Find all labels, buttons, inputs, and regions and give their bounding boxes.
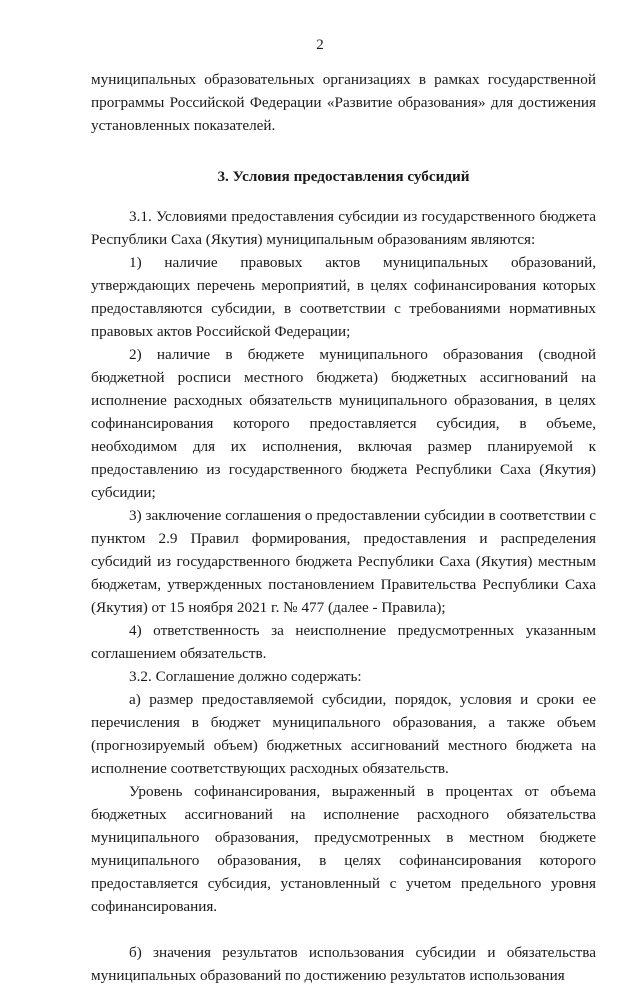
- document-body: [91, 68, 596, 987]
- paragraph-3-2: 3.2. Соглашение должно содержать:: [129, 668, 362, 685]
- paragraph-item-a: а) размер предоставляемой субсидии, порядок, условия и сроки ее перечисления в бюджет муниципального образования, а также объем (прогнозируемый объем) бюджетных ассигнований местного бюджета на исполнение соответствующих расходных обязательств.: [91, 691, 596, 777]
- paragraph-item-3: 3) заключение соглашения о предоставлении субсидии в соответствии с пунктом 2.9 Правил формирования, предоставления и распределения субсидий из государственного бюджета Республики Саха (Якутия) местным бюджетам, утвержденных постановлением Правительства Республики Саха (Якутия) от 15 ноября 2021 г. № 477 (далее - Правила);: [91, 507, 596, 616]
- paragraph-3-1: 3.1. Условиями предоставления субсидии из государственного бюджета Республики Саха (Якутия) муниципальным образованиям являются:: [91, 208, 596, 248]
- paragraph-cofinancing-level: Уровень софинансирования, выраженный в процентах от объема бюджетных ассигнований на исполнение расходного обязательства муниципального образования, предусмотренных в местном бюджете муниципального образования, в целях софинансирования которого предоставляется субсидия, установленный с учетом предельного уровня софинансирования.: [91, 783, 596, 915]
- paragraph-item-2: 2) наличие в бюджете муниципального образования (сводной бюджетной росписи местного бюджета) бюджетных ассигнований на исполнение расходных обязательств муниципального образования, в целях софинансирования которого предоставляется субсидия, в объеме, необходимом для их исполнения, включая размер планируемой к предоставлению из государственного бюджета Республики Саха (Якутия) субсидии;: [91, 346, 596, 501]
- section-heading: 3. Условия предоставления субсидий: [217, 168, 470, 185]
- paragraph-item-1: 1) наличие правовых актов муниципальных образований, утверждающих перечень мероприятий, в целях софинансирования которых предоставляются субсидии, в соответствии с требованиями нормативных правовых актов Российской Федерации;: [91, 254, 596, 340]
- continuation-paragraph: муниципальных образовательных организациях в рамках государственной программы Российской Федерации «Развитие образования» для достижения установленных показателей.: [91, 71, 596, 134]
- paragraph-item-b: б) значения результатов использования субсидии и обязательства муниципальных образований по достижению результатов использования: [91, 944, 596, 984]
- paragraph-item-4: 4) ответственность за неисполнение предусмотренных указанным соглашением обязательств.: [91, 622, 596, 662]
- page-number: 2: [316, 37, 324, 53]
